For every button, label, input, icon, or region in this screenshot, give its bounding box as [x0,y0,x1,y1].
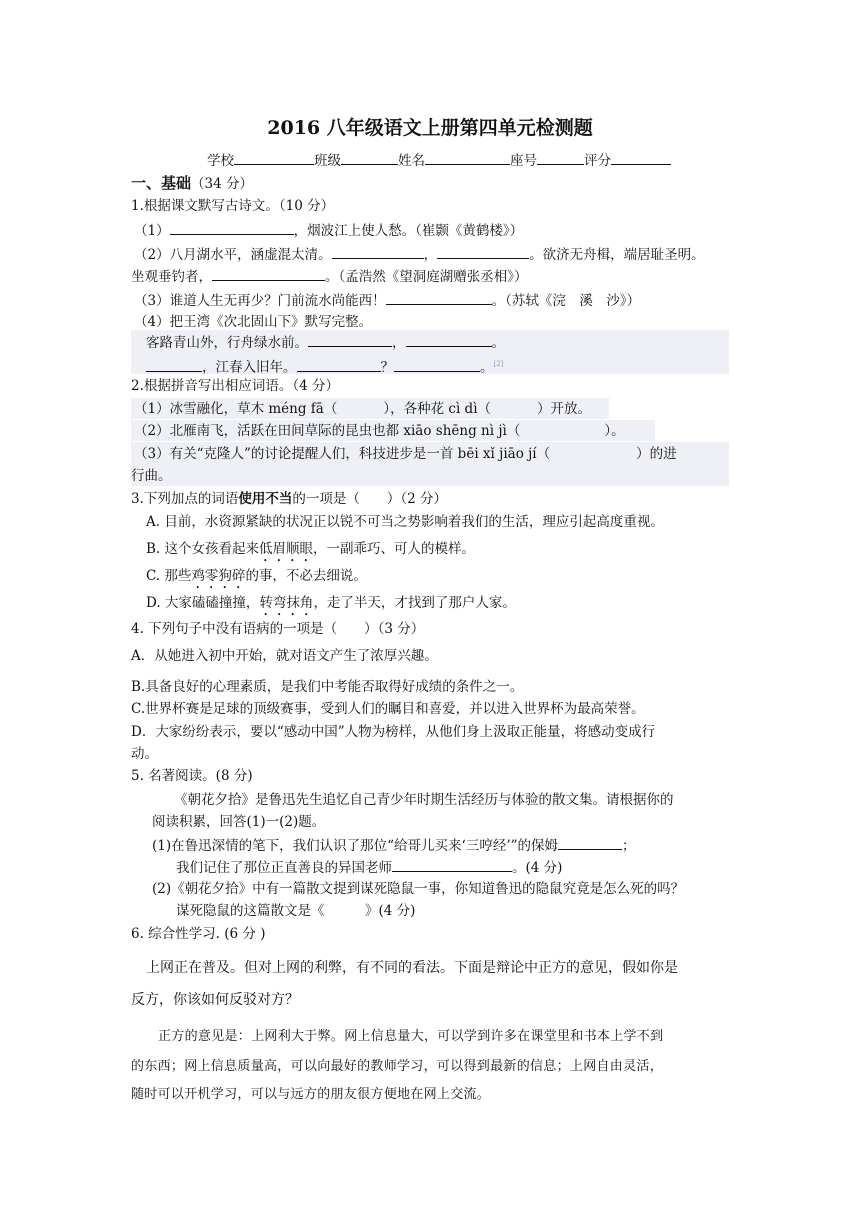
answer-blank[interactable] [386,290,492,305]
answer-blank[interactable] [297,357,381,372]
student-info-line [207,150,671,171]
option-d[interactable]: D．大家纷纷表示，要以“感动中国”人物为榜样，从他们身上汲取正能量，将感动变成行 [131,724,656,740]
question-1-4: （4）把王湾《次北固山下》默写完整。 [134,314,373,330]
answer-blank[interactable] [558,835,622,850]
answer-blank[interactable] [308,332,392,347]
question-5-intro-cont: 阅读积累，回答(1)一(2)题。 [152,814,326,830]
question-2-1 [134,399,591,419]
question-1-2 [134,244,705,265]
item-text: (1)在鲁迅深情的笔下，我们认识了那位“给哥儿买来‘三哼经’”的保姆 [152,838,559,854]
affirmative-view: 正方的意见是：上网利大于弊。网上信息量大，可以学到许多在课堂里和书本上学不到 [158,1029,664,1044]
question-6-intro-cont: 反方，你该如何反驳对方？ [131,992,299,1008]
option-b[interactable] [146,539,475,565]
affirmative-view-cont: 的东西；网上信息质量高，可以向最好的教师学习，可以得到最新的信息；上网自由灵活， [131,1059,664,1074]
item-text: 的一项是（ ）（2 分） [292,491,448,507]
answer-blank[interactable] [170,220,294,235]
answer-blank[interactable] [406,332,492,347]
item-text: 我们记住了那位正直善良的异国老师 [176,860,392,876]
class-label: 班级 [314,153,341,169]
item-text: 。（孟浩然《望洞庭湖赠张丞相》） [325,269,528,285]
section-label: 一、基础 [131,174,192,192]
school-field[interactable] [234,150,314,165]
item-text: 坐观垂钓者， [131,269,212,285]
section-heading [131,173,253,194]
item-text: ，江春入旧年。 [202,359,297,376]
question-1-stem: 1.根据课文默写古诗文。（10 分） [131,198,335,214]
question-5-stem: 5. 名著阅读。(8 分) [131,768,253,784]
question-2-3-cont: 行曲。 [131,468,172,484]
answer-blank[interactable] [146,357,202,372]
item-text: ）开放。 [537,401,592,417]
item-text: ）的进 [636,446,677,462]
page-title: 2016 八年级语文上册第四单元检测题 [267,117,593,139]
item-text: 的事，不必去细说。 [245,568,367,584]
item-text: 3.下列加点的词语 [131,491,239,507]
emphasis-text: 使用不当 [238,491,293,507]
item-text: ， [392,335,406,351]
answer-blank[interactable] [332,244,424,259]
item-text: 。 [480,359,494,376]
answer-blank[interactable] [394,357,480,372]
item-text: ？ [380,359,394,376]
item-text: 。（苏轼《浣 溪 沙》） [491,293,641,309]
answer-blank[interactable] [212,266,325,281]
score-field[interactable] [611,150,671,165]
item-text: ），各种花 cì dì（ [383,401,492,417]
item-text: B. 这个女孩看起来 [146,541,260,557]
item-text: C. 那些 [146,568,192,584]
option-a[interactable]: A. 目前，水资源紧缺的状况正以锐不可当之势影响着我们的生活，理应引起高度重视。 [146,514,664,530]
question-1-4-line1 [146,332,505,353]
item-text: 客路青山外，行舟绿水前。 [146,335,308,351]
item-text: 。 [491,335,505,351]
dotted-word: 鸡零狗碎 [191,568,246,584]
name-label: 姓名 [398,153,425,169]
question-2-2 [134,421,625,441]
option-d[interactable] [146,593,516,619]
question-5-2: (2)《朝花夕拾》中有一篇散文提到谋死隐鼠一事，你知道鲁迅的隐鼠究竟是怎么死的吗？ [152,881,685,897]
option-b[interactable]: B.具备良好的心理素质，是我们中考能否取得好成绩的条件之一。 [131,679,524,695]
item-text: 。(4 分) [512,860,563,876]
option-a[interactable]: A．从她进入初中开始，就对语文产生了浓厚兴趣。 [131,648,438,664]
question-6-intro: 上网正在普及。但对上网的利弊，有不同的看法。下面是辩论中正方的意见，假如你是 [146,960,678,976]
option-c[interactable] [146,566,367,592]
item-text: ，走了半天，才找到了那户人家。 [313,595,516,611]
seat-label: 座号 [510,153,537,169]
answer-blank[interactable] [437,244,529,259]
item-number: （1） [134,223,170,239]
item-text: （3）有关“克隆人”的讨论提醒人们，科技进步是一首 bēi xǐ jiāo jí（ [134,446,551,462]
question-1-4-line2 [146,354,503,378]
option-d-cont: 动。 [131,746,158,762]
question-5-2-cont[interactable]: 谋死隐鼠的这篇散文是《 》(4 分) [176,903,416,919]
question-5-intro: 《朝花夕拾》是鲁迅先生追忆自己青少年时期生活经历与体验的散文集。请根据你的 [174,792,674,808]
item-text: ； [622,838,636,854]
item-text: （3）谁道人生无再少？门前流水尚能西！ [134,293,386,309]
question-2-stem: 2.根据拼音写出相应词语。（4 分） [131,378,340,394]
item-text: ，一副乖巧、可人的模样。 [313,541,476,557]
class-field[interactable] [341,150,398,165]
question-1-2-cont [131,266,528,287]
question-2-3 [134,444,677,464]
item-text: D. 大家磕磕撞撞， [146,595,260,611]
question-1-1 [134,220,523,241]
question-1-3 [134,290,640,311]
dotted-word: 转弯抹角 [259,595,314,611]
item-text: ，烟波江上使人愁。（崔颢《黄鹤楼》） [293,223,524,239]
school-label: 学校 [207,153,234,169]
score-label: 评分 [584,153,611,169]
answer-blank[interactable] [392,857,512,872]
option-c[interactable]: C.世界杯赛是足球的顶级赛事，受到人们的瞩目和喜爱，并以进入世界杯为最高荣誉。 [131,701,645,717]
seat-field[interactable] [537,150,584,165]
item-text: （2）北雁南飞，活跃在田间草际的昆虫也都 xiāo shēng nì jì（ [134,423,521,439]
affirmative-view-end: 随时可以开机学习，可以与远方的朋友很方便地在网上交流。 [131,1087,491,1102]
question-5-1 [152,835,636,856]
question-3-stem [131,489,447,509]
footnote-marker[interactable]: [2] [493,360,504,368]
item-text: （2）八月湖水平，涵虚混太清。 [134,247,332,263]
item-text: 。欲济无舟楫，端居耻圣明。 [529,247,705,263]
section-points: （34 分） [191,176,253,192]
name-field[interactable] [425,150,510,165]
question-5-1-cont [176,857,562,878]
item-text: ）。 [604,423,625,439]
question-6-stem: 6. 综合性学习. (6 分 ) [131,926,266,942]
dotted-word: 低眉顺眼 [259,541,314,557]
item-text: （1）冰雪融化，草木 méng fā（ [134,401,338,417]
question-4-stem: 4. 下列句子中没有语病的一项是（ ）（3 分） [131,621,425,637]
item-text: ， [423,247,438,263]
